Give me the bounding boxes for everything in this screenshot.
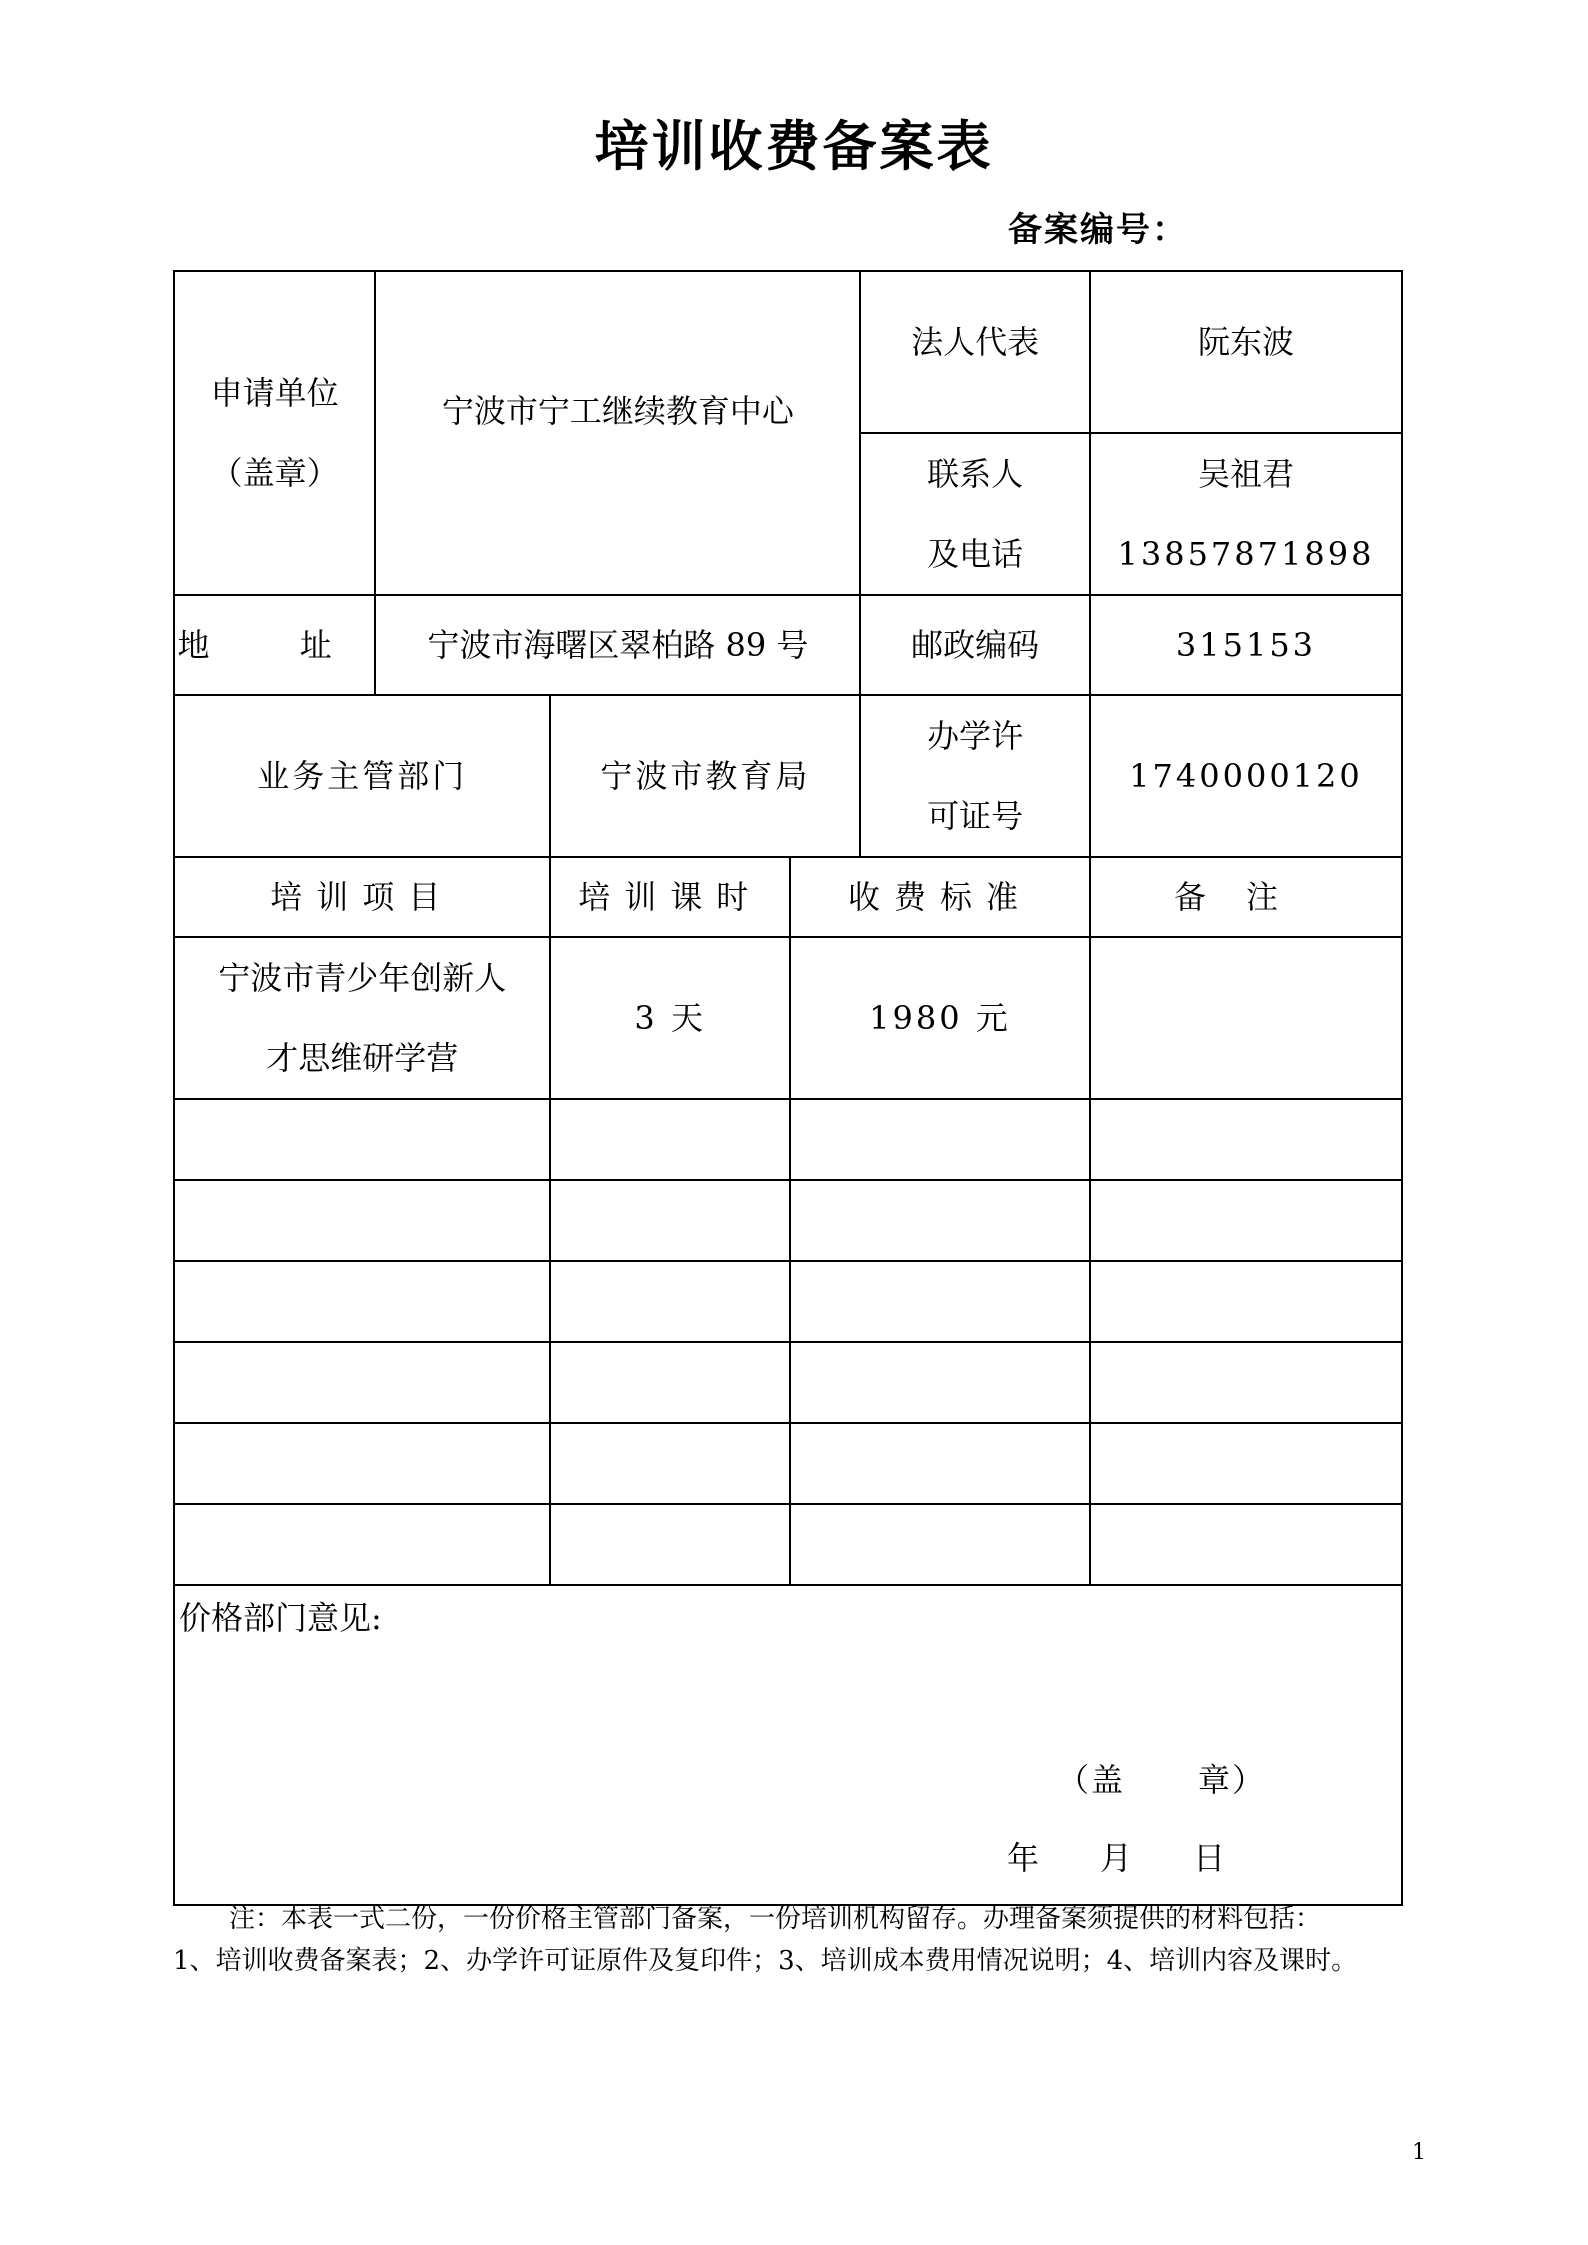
header-hours: 培训课时 — [550, 857, 790, 937]
item-remark-cell — [1090, 937, 1402, 1099]
filing-form-table — [173, 270, 1403, 1906]
postcode-label: 邮政编码 — [911, 626, 1040, 664]
applicant-seal-note: （盖章） — [210, 454, 339, 492]
opinion-seal: （盖 章） — [1057, 1761, 1267, 1799]
address-value-cell — [375, 595, 860, 695]
price-dept-opinion-label: 价格部门意见: — [179, 1599, 382, 1637]
license-label-cell — [860, 695, 1089, 857]
item-project-line2: 才思维研学营 — [266, 1039, 459, 1077]
postcode-value-cell — [1090, 595, 1402, 695]
item-project-cell — [174, 937, 550, 1099]
contact-name: 吴祖君 — [1197, 455, 1294, 493]
table-row — [174, 1504, 1402, 1585]
applicant-value-cell — [375, 271, 860, 595]
item-fee: 1980 元 — [869, 999, 1011, 1037]
legal-rep-label: 法人代表 — [911, 323, 1040, 361]
table-row — [174, 1342, 1402, 1423]
footnote — [173, 1898, 1413, 1982]
opinion-date: 年 月 日 — [1007, 1839, 1226, 1877]
footnote-line2: 1、培训收费备案表；2、办学许可证原件及复印件；3、培训成本费用情况说明；4、培训内容及课时。 — [173, 1946, 1358, 1976]
item-fee-cell — [790, 937, 1090, 1099]
contact-label: 联系人 — [927, 455, 1024, 493]
applicant-label: 申请单位 — [210, 374, 339, 412]
page-number: 1 — [1412, 2140, 1426, 2165]
legal-rep-value-cell — [1090, 271, 1402, 433]
supervisor-label: 业务主管部门 — [257, 757, 468, 795]
table-row — [174, 1099, 1402, 1180]
filing-number-label: 备案编号： — [1008, 210, 1188, 250]
table-row — [174, 1261, 1402, 1342]
legal-rep-value: 阮东波 — [1197, 323, 1294, 361]
table-row — [174, 1180, 1402, 1261]
postcode-value: 315153 — [1175, 626, 1317, 664]
table-row — [174, 1423, 1402, 1504]
license-value-cell — [1090, 695, 1402, 857]
supervisor-label-cell — [174, 695, 550, 857]
contact-phone: 13857871898 — [1117, 535, 1375, 573]
applicant-value: 宁波市宁工继续教育中心 — [441, 392, 794, 430]
license-value: 1740000120 — [1129, 757, 1363, 795]
address-label-cell — [174, 595, 375, 695]
footnote-line1: 注：本表一式二份，一份价格主管部门备案，一份培训机构留存。办理备案须提供的材料包括： — [229, 1904, 1322, 1934]
license-label: 办学许 — [927, 717, 1024, 755]
table-row — [174, 937, 1402, 1099]
item-project-line1: 宁波市青少年创新人 — [218, 959, 507, 997]
supervisor-value-cell — [550, 695, 860, 857]
supervisor-value: 宁波市教育局 — [600, 757, 811, 795]
applicant-label-cell — [174, 271, 375, 595]
header-remark: 备注 — [1090, 857, 1402, 937]
contact-label-cell — [860, 433, 1089, 595]
contact-value-cell — [1090, 433, 1402, 595]
postcode-label-cell — [860, 595, 1089, 695]
document-title: 培训收费备案表 — [594, 115, 994, 178]
item-hours-cell — [550, 937, 790, 1099]
address-value: 宁波市海曙区翠柏路 89 号 — [427, 626, 809, 664]
header-fee: 收费标准 — [790, 857, 1090, 937]
contact-phone-label: 及电话 — [927, 535, 1024, 573]
price-dept-opinion-cell — [174, 1585, 1402, 1905]
license-label-line2: 可证号 — [927, 797, 1024, 835]
item-hours: 3 天 — [634, 999, 706, 1037]
address-label: 地 址 — [177, 626, 372, 664]
legal-rep-label-cell — [860, 271, 1089, 433]
header-project: 培训项目 — [174, 857, 550, 937]
